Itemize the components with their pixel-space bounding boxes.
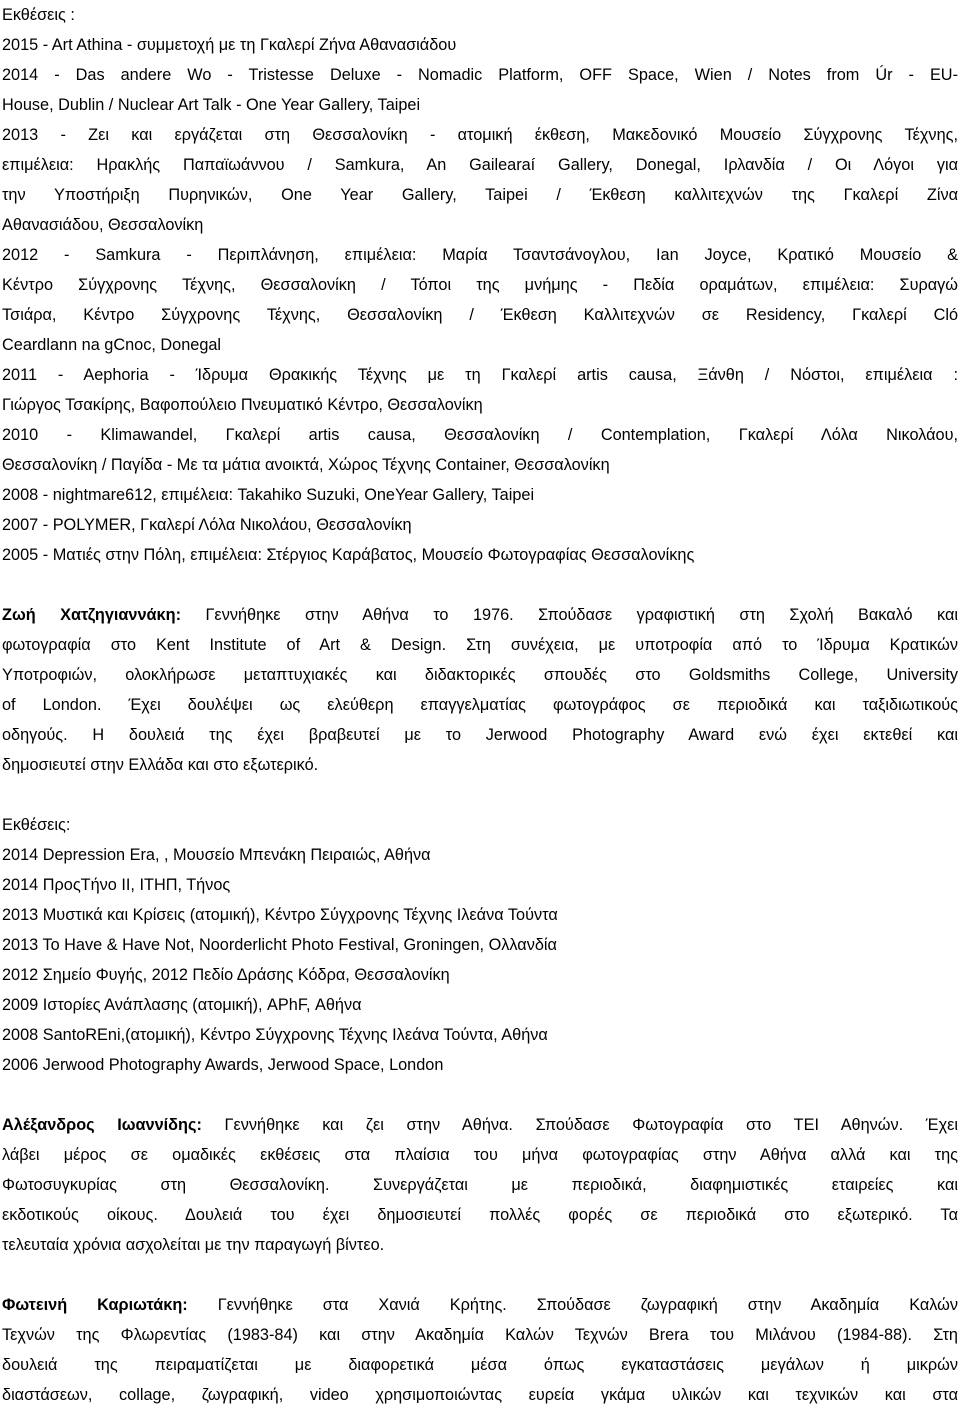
exhibition-line: 2011 - Aephoria - Ίδρυμα Θρακικής Τέχνης με τη Γκαλερί artis causa, Ξάνθη / Νόστοι, επιμέλεια : <box>2 366 958 384</box>
exhibition-line: 2012 Σημείο Φυγής, 2012 Πεδίο Δράσης Κόδρα, Θεσσαλονίκη <box>2 966 450 984</box>
bio-paragraph-line: τελευταία χρόνια ασχολείται με την παραγωγή βίντεο. <box>2 1236 385 1254</box>
exhibition-line: Κέντρο Σύγχρονης Τέχνης, Θεσσαλονίκη / Τόποι της μνήμης - Πεδία οραμάτων, επιμέλεια: Συραγώ <box>2 276 958 294</box>
exhibition-line: 2008 - nightmare612, επιμέλεια: Takahiko Suzuki, OneYear Gallery, Taipei <box>2 486 535 504</box>
bio-paragraph-line: Φωτοσυγκυρίας στη Θεσσαλονίκη. Συνεργάζεται με περιοδικά, διαφημιστικές εταιρείες και <box>2 1176 958 1194</box>
exhibition-line: Αθανασιάδου, Θεσσαλονίκη <box>2 216 204 234</box>
bio-paragraph-line <box>2 600 958 630</box>
bio-text: Γεννήθηκε και ζει στην Αθήνα. Σπούδασε Φωτογραφία στο ΤΕΙ Αθηνών. Έχει <box>224 1116 958 1134</box>
exhibition-line: Τσιάρα, Κέντρο Σύγχρονης Τέχνης, Θεσσαλονίκη / Έκθεση Καλλιτεχνών σε Residency, Γκαλερί Cló <box>2 306 958 324</box>
exhibition-line: 2013 To Have & Have Not, Noorderlicht Photo Festival, Groningen, Ολλανδία <box>2 936 557 954</box>
exhibitions-heading: Εκθέσεις: <box>2 816 71 834</box>
exhibition-line: Θεσσαλονίκη / Παγίδα - Με τα μάτια ανοικτά, Χώρος Τέχνης Container, Θεσσαλονίκη <box>2 456 610 474</box>
bio-paragraph-line: διαστάσεων, collage, ζωγραφική, video χρησιμοποιώντας ευρεία γκάμα υλικών και τεχνικών και στα <box>2 1386 958 1404</box>
bio-paragraph-line: of London. Έχει δουλέψει ως ελεύθερη επαγγελματίας φωτογράφος σε περιοδικά και ταξιδιωτικούς <box>2 696 958 714</box>
bio-name: Φωτεινή Καριωτάκη: <box>2 1296 188 1314</box>
exhibition-line: 2012 - Samkura - Περιπλάνηση, επιμέλεια: Μαρία Τσαντσάνογλου, Ian Joyce, Κρατικό Μουσείο & <box>2 246 958 264</box>
exhibition-line: 2009 Ιστορίες Ανάπλασης (ατομική), APhF, Αθήνα <box>2 996 362 1014</box>
bio-paragraph-line: Υποτροφιών, ολοκλήρωσε μεταπτυχιακές και διδακτορικές σπουδές στο Goldsmiths College, University <box>2 666 958 684</box>
bio-paragraph-line <box>2 1290 958 1320</box>
exhibition-line: 2007 - POLYMER, Γκαλερί Λόλα Νικολάου, Θεσσαλονίκη <box>2 516 412 534</box>
exhibition-line: την Υποστήριξη Πυρηνικών, One Year Gallery, Taipei / Έκθεση καλλιτεχνών της Γκαλερί Ζίνα <box>2 186 958 204</box>
bio-paragraph-line: εκδοτικούς οίκους. Δουλειά του έχει δημοσιευτεί πολλές φορές σε περιοδικά στο εξωτερικό. Τα <box>2 1206 958 1224</box>
bio-name: Αλέξανδρος Ιωαννίδης: <box>2 1116 202 1134</box>
bio-paragraph-line: οδηγούς. Η δουλειά της έχει βραβευτεί με το Jerwood Photography Award ενώ έχει εκτεθεί και <box>2 726 958 744</box>
bio-text: Γεννήθηκε στην Αθήνα το 1976. Σπούδασε γραφιστική στη Σχολή Βακαλό και <box>205 606 958 624</box>
exhibition-line: 2005 - Ματιές στην Πόλη, επιμέλεια: Στέργιος Καράβατος, Μουσείο Φωτογραφίας Θεσσαλονίκης <box>2 546 695 564</box>
bio-paragraph-line: φωτογραφία στο Kent Institute of Art & Design. Στη συνέχεια, με υποτροφία από το Ίδρυμα Κρατικών <box>2 636 958 654</box>
bio-paragraph-line: λάβει μέρος σε ομαδικές εκθέσεις στα πλαίσια του μήνα φωτογραφίας στην Αθήνα αλλά και της <box>2 1146 958 1164</box>
exhibition-line: 2014 ΠροςΤήνο ΙΙ, ΙΤΗΠ, Τήνος <box>2 876 231 894</box>
bio-paragraph-line: δημοσιευτεί στην Ελλάδα και στο εξωτερικό. <box>2 756 319 774</box>
spacer <box>2 780 958 810</box>
bio-name: Ζωή Χατζηγιαννάκη: <box>2 606 181 624</box>
exhibition-line: 2014 - Das andere Wo - Tristesse Deluxe - Nomadic Platform, OFF Space, Wien / Notes from Úr - EU- <box>2 66 958 84</box>
exhibition-line: Γιώργος Τσακίρης, Βαφοπούλειο Πνευματικό Κέντρο, Θεσσαλονίκη <box>2 396 483 414</box>
exhibition-line: 2010 - Klimawandel, Γκαλερί artis causa, Θεσσαλονίκη / Contemplation, Γκαλερί Λόλα Νικολάου, <box>2 426 958 444</box>
exhibition-line: 2006 Jerwood Photography Awards, Jerwood Space, London <box>2 1056 444 1074</box>
bio-paragraph-line: δουλειά της πειραματίζεται με διαφορετικά μέσα όπως εγκαταστάσεις μεγάλων ή μικρών <box>2 1356 958 1374</box>
exhibitions-heading: Εκθέσεις : <box>2 6 75 24</box>
exhibition-line: 2013 - Ζει και εργάζεται στη Θεσσαλονίκη - ατομική έκθεση, Μακεδονικό Μουσείο Σύγχρονης Τέχνης, <box>2 126 958 144</box>
bio-text: Γεννήθηκε στα Χανιά Κρήτης. Σπούδασε ζωγραφική στην Ακαδημία Καλών <box>217 1296 958 1314</box>
exhibition-line: επιμέλεια: Ηρακλής Παπαϊωάννου / Samkura, An Gailearaí Gallery, Donegal, Ιρλανδία / Οι Λόγοι για <box>2 156 958 174</box>
bio-paragraph-line <box>2 1110 958 1140</box>
exhibition-line: Ceardlann na gCnoc, Donegal <box>2 336 222 354</box>
spacer <box>2 1080 958 1110</box>
exhibition-line: House, Dublin / Nuclear Art Talk - One Year Gallery, Taipei <box>2 96 421 114</box>
spacer <box>2 1260 958 1290</box>
exhibition-line: 2015 - Art Athina - συμμετοχή με τη Γκαλερί Ζήνα Αθανασιάδου <box>2 36 457 54</box>
exhibition-line: 2014 Depression Era, , Μουσείο Μπενάκη Πειραιώς, Αθήνα <box>2 846 431 864</box>
exhibition-line: 2008 SantoREni,(ατομική), Κέντρο Σύγχρονης Τέχνης Ιλεάνα Τούντα, Αθήνα <box>2 1026 548 1044</box>
exhibition-line: 2013 Μυστικά και Κρίσεις (ατομική), Κέντρο Σύγχρονης Τέχνης Ιλεάνα Τούντα <box>2 906 558 924</box>
bio-paragraph-line: Τεχνών της Φλωρεντίας (1983-84) και στην Ακαδημία Καλών Τεχνών Brera του Μιλάνου (1984-88). Στη <box>2 1326 958 1344</box>
spacer <box>2 570 958 600</box>
